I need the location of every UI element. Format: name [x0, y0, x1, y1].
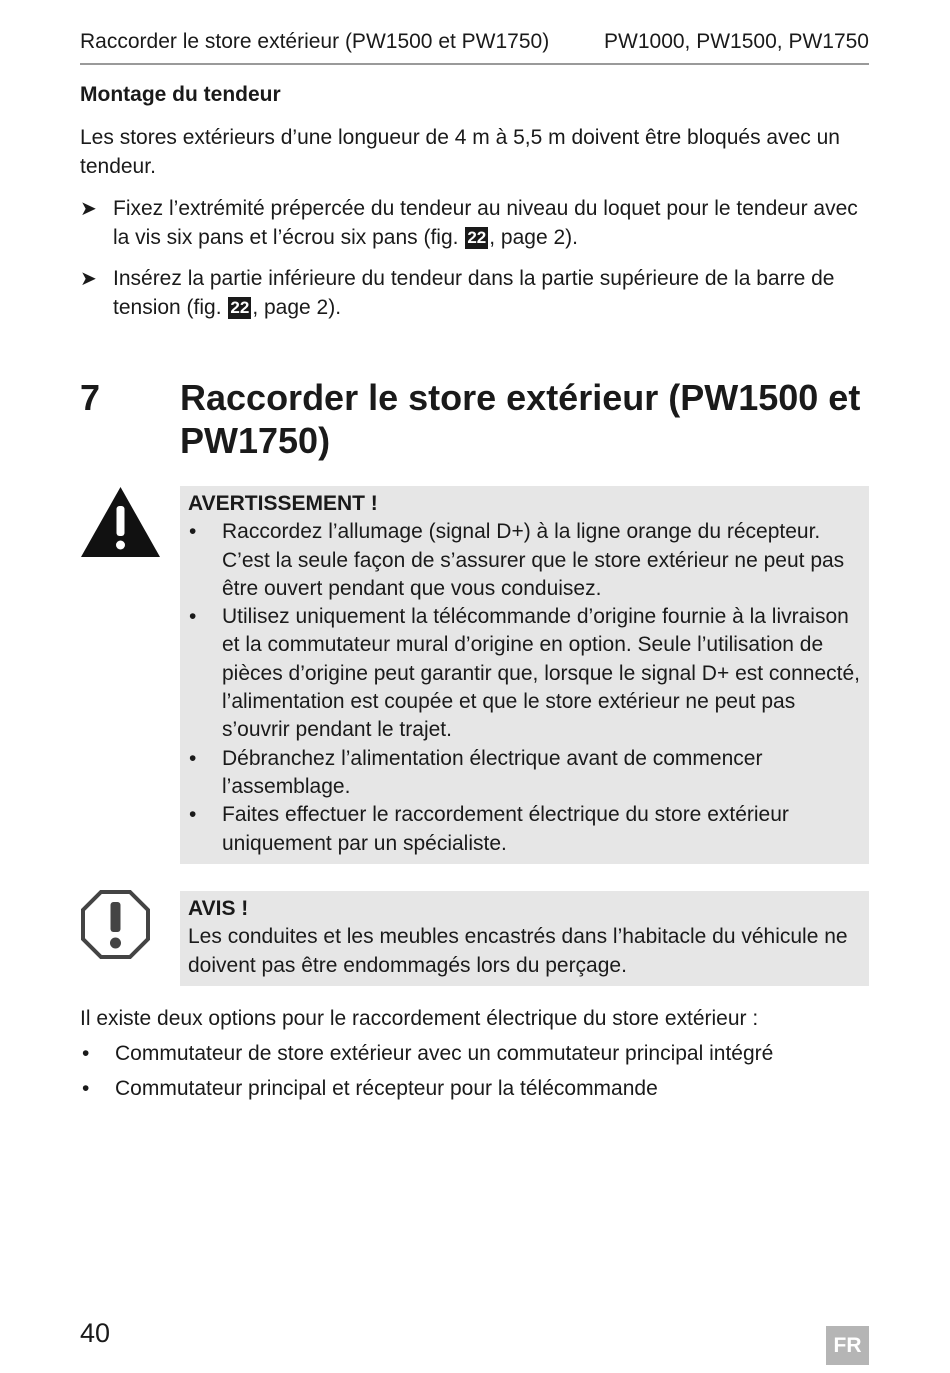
list-item-text: Utilisez uniquement la télécommande d’origine fournie à la livraison et la commutateur mural d’origine en option. Seule l’utilisation de pièces d’origine peut garantir que, lorsque le signal D+ est connecté, l’alimentation est coupée et que le store extérieur ne peut pas s’ouvrir pendant le trajet.	[222, 605, 860, 742]
page-header	[80, 30, 869, 65]
list-item-text: Débranchez l’alimentation électrique avant de commencer l’assemblage.	[222, 746, 763, 798]
instruction-step	[80, 265, 869, 322]
chapter-title: Raccorder le store extérieur (PW1500 et PW1750)	[180, 377, 861, 461]
step-text-before: Fixez l’extrémité prépercée du tendeur au niveau du loquet pour le tendeur avec la vis six pans et l’écrou six pans (fig.	[113, 197, 858, 249]
step-text	[113, 195, 869, 252]
list-item	[188, 518, 861, 603]
list-item	[80, 1075, 869, 1103]
warning-triangle-icon	[80, 486, 161, 558]
step-text-before: Insérez la partie inférieure du tendeur dans la partie supérieure de la barre de tension (fig.	[113, 267, 835, 319]
list-item-text: Raccordez l’allumage (signal D+) à la ligne orange du récepteur. C’est la seule façon de s’assurer que le store extérieur ne peut pas être ouvert pendant que vous conduisez.	[222, 520, 845, 600]
step-text	[113, 265, 869, 322]
header-models: PW1000, PW1500, PW1750	[604, 30, 869, 53]
bullet: •	[189, 803, 197, 827]
arrow-icon: ➤	[80, 268, 97, 290]
arrow-icon: ➤	[80, 198, 97, 220]
page-number: 40	[80, 1318, 111, 1348]
list-item	[80, 1040, 869, 1068]
step-text-after: , page 2).	[489, 225, 578, 249]
notice-octagon-icon	[80, 889, 151, 960]
header-chapter-title: Raccorder le store extérieur (PW1500 et PW1750)	[80, 30, 550, 53]
instruction-step	[80, 195, 869, 252]
warning-label: AVERTISSEMENT !	[188, 492, 378, 515]
notice-text: Les conduites et les meubles encastrés dans l’habitacle du véhicule ne doivent pas être endommagés lors du perçage.	[188, 925, 848, 977]
list-item	[188, 801, 861, 858]
notice-box	[180, 891, 869, 986]
bullet: •	[82, 1077, 90, 1100]
step-text-after: , page 2).	[252, 295, 342, 319]
bullet: •	[82, 1042, 90, 1065]
bullet: •	[189, 746, 197, 770]
figure-reference: 22	[230, 297, 250, 317]
language-badge: FR	[826, 1326, 869, 1365]
list-item	[188, 603, 861, 744]
list-item-text: Commutateur de store extérieur avec un commutateur principal intégré	[115, 1042, 774, 1065]
chapter-number: 7	[80, 377, 101, 418]
options-list	[80, 1040, 869, 1110]
notice-label: AVIS !	[188, 897, 249, 920]
section-heading: Montage du tendeur	[80, 83, 281, 106]
figure-reference: 22	[467, 227, 487, 247]
list-item-text: Commutateur principal et récepteur pour la télécommande	[115, 1077, 658, 1100]
chapter-heading	[80, 376, 869, 462]
bullet: •	[189, 520, 197, 544]
options-intro: Il existe deux options pour le raccordement électrique du store extérieur :	[80, 1007, 759, 1030]
section-intro: Les stores extérieurs d’une longueur de 4 m à 5,5 m doivent être bloqués avec un tendeur.	[80, 126, 840, 178]
warning-box	[180, 486, 869, 864]
list-item	[188, 745, 861, 802]
bullet: •	[189, 605, 197, 629]
list-item-text: Faites effectuer le raccordement électrique du store extérieur uniquement par un spécialiste.	[222, 803, 789, 855]
warning-list	[188, 518, 861, 858]
